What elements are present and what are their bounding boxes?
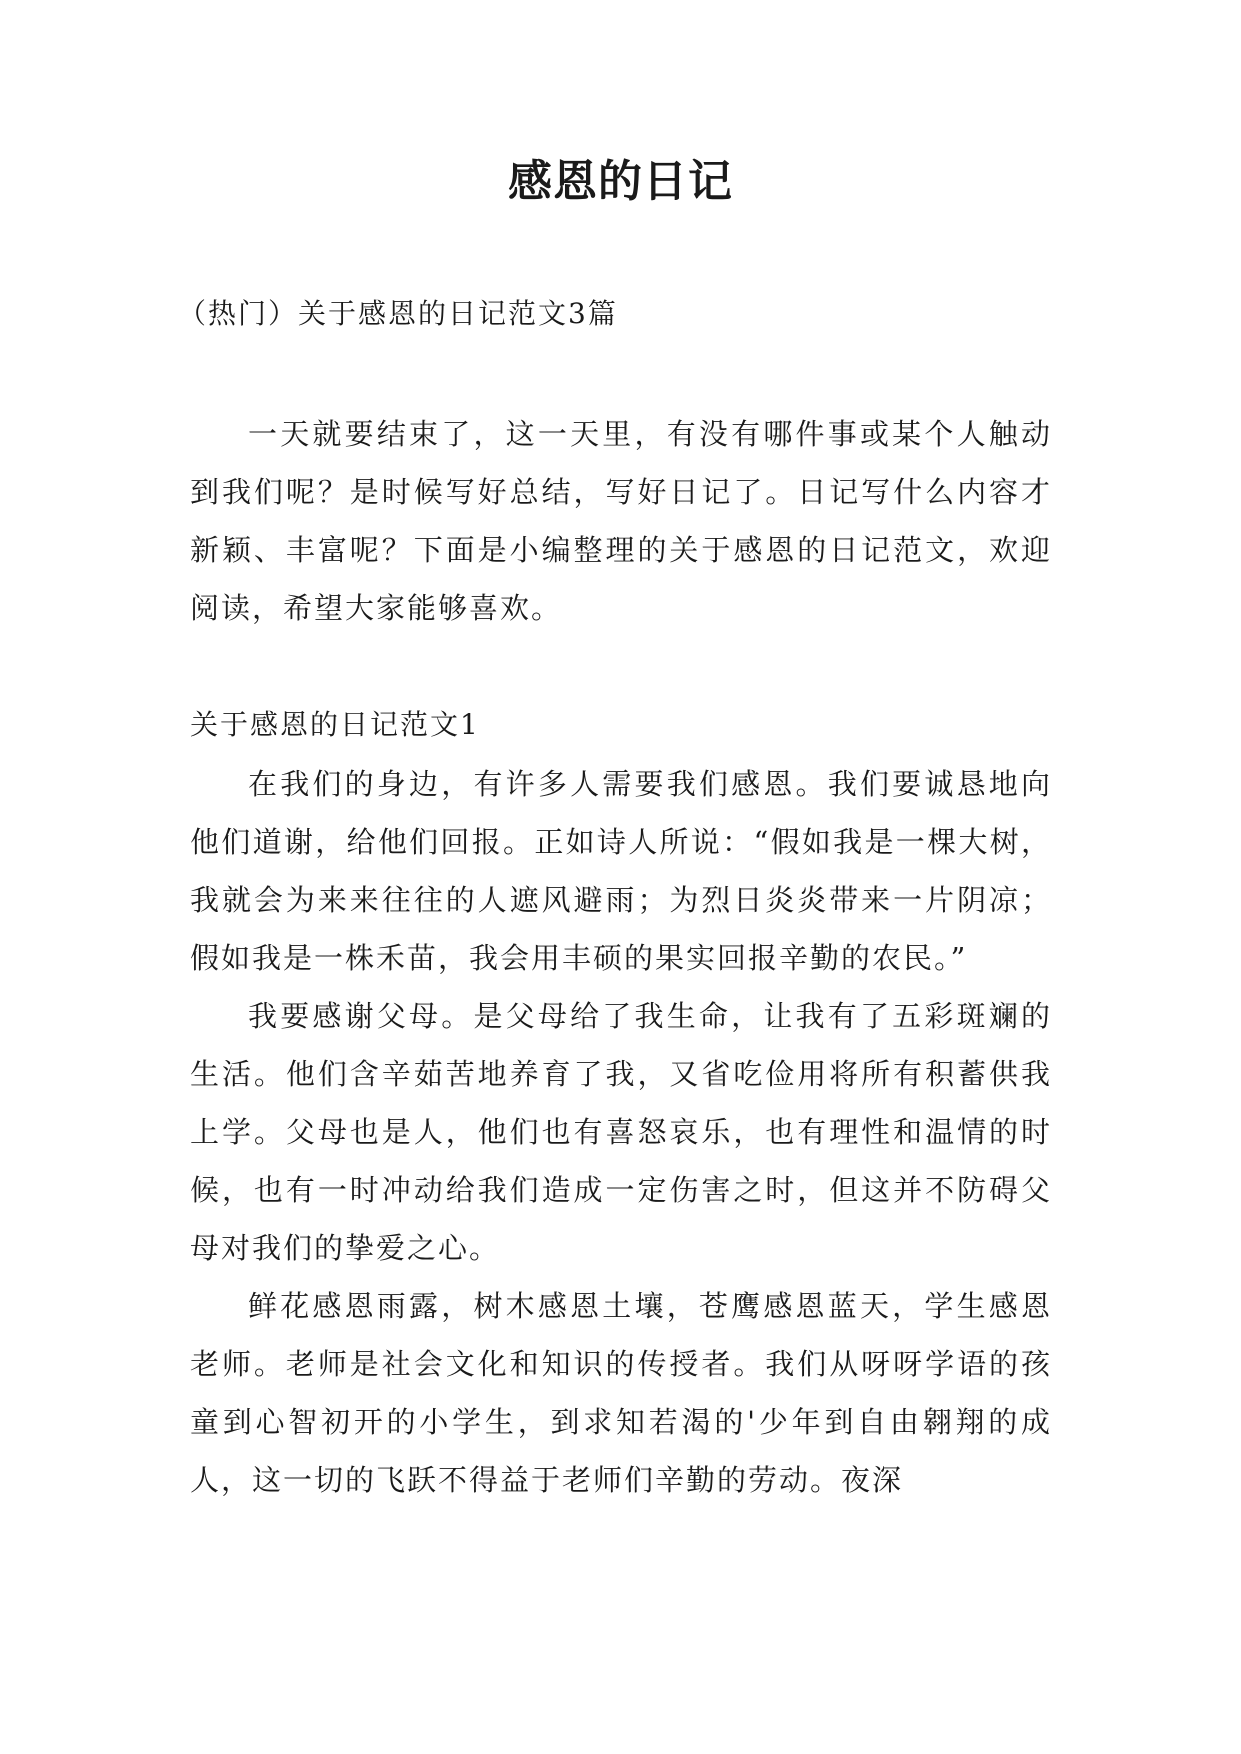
intro-paragraph: 一天就要结束了，这一天里，有没有哪件事或某个人触动到我们呢？是时候写好总结，写好日记了。日记写什么内容才新颖、丰富呢？下面是小编整理的关于感恩的日记范文，欢迎阅读，希望大家能够喜欢。: [190, 417, 1052, 625]
document-title: 感恩的日记: [508, 156, 733, 207]
essay-paragraph-3: 鲜花感恩雨露，树木感恩土壤，苍鹰感恩蓝天，学生感恩老师。老师是社会文化和知识的传授者。我们从呀呀学语的孩童到心智初开的小学生，到求知若渴的'少年到自由翱翔的成人，这一切的飞跃不得益于老师们辛勤的劳动。夜深: [190, 1289, 1052, 1497]
section-heading: 关于感恩的日记范文1: [190, 708, 480, 741]
document-subtitle: （热门）关于感恩的日记范文3篇: [178, 297, 618, 330]
essay-body: [190, 755, 1052, 1509]
essay-paragraph-1: 在我们的身边，有许多人需要我们感恩。我们要诚恳地向他们道谢，给他们回报。正如诗人所说：“假如我是一棵大树，我就会为来来往往的人遮风避雨；为烈日炎炎带来一片阴凉；假如我是一株禾苗，我会用丰硕的果实回报辛勤的农民。”: [190, 767, 1052, 975]
intro-block: [190, 405, 1052, 637]
essay-paragraph-2: 我要感谢父母。是父母给了我生命，让我有了五彩斑斓的生活。他们含辛茹苦地养育了我，又省吃俭用将所有积蓄供我上学。父母也是人，他们也有喜怒哀乐，也有理性和温情的时候，也有一时冲动给我们造成一定伤害之时，但这并不防碍父母对我们的挚爱之心。: [190, 999, 1052, 1265]
